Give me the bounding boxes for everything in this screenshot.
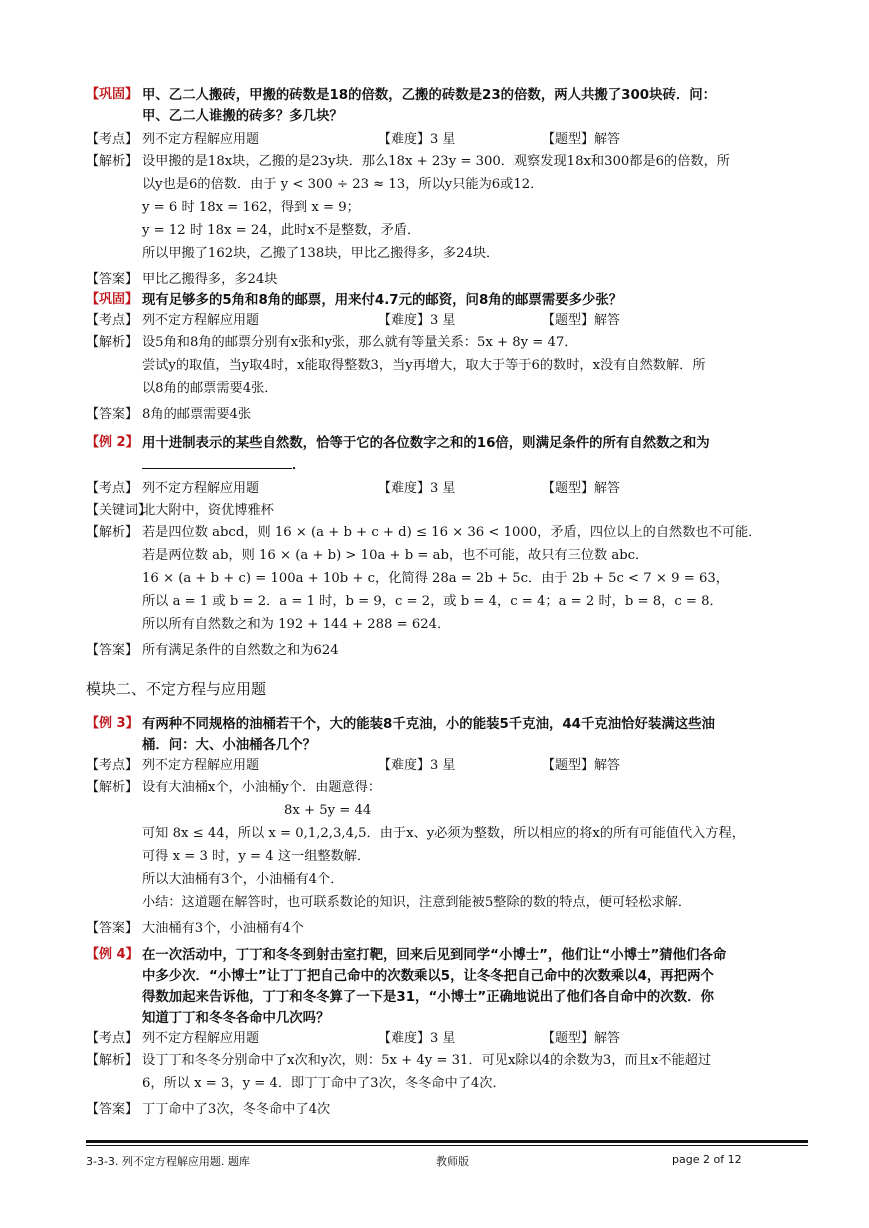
question-tail: ． [292, 458, 306, 473]
answer-tag: 【答案】 [86, 1102, 139, 1117]
topic-tag: 【考点】 [86, 313, 139, 328]
analysis-line: 尝试y的取值，当y取4时，x能取得整数3，当y再增大，取大于等于6的数时，x没有自然数解．所 [142, 358, 706, 373]
keyword-text: 北大附中，资优博雅杯 [142, 503, 274, 518]
example-tag: 【例 3】 [86, 716, 139, 731]
footer-divider-thick [86, 1140, 808, 1143]
question-line-blank [142, 454, 811, 476]
example-block-3 [86, 711, 811, 938]
analysis-line: 设5角和8角的邮票分别有x张和y张，那么就有等量关系：5x + 8y = 47． [142, 335, 578, 350]
question-type: 【题型】解答 [542, 313, 621, 328]
answer-text: 丁丁命中了3次，冬冬命中了4次 [142, 1102, 331, 1117]
equation-line: 8x + 5y = 44 [284, 803, 372, 818]
analysis-line: 16 × (a + b + c) = 100a + 10b + c，化简得 28a = 2b + 5c．由于 2b + 5c < 7 × 9 = 63， [142, 571, 729, 586]
example-tag: 【例 4】 [86, 947, 139, 962]
footer-doc-title: 3-3-3. 列不定方程解应用题. 题库 [86, 1155, 250, 1168]
difficulty: 【难度】3 星 [378, 1031, 456, 1046]
analysis-tag: 【解析】 [86, 154, 139, 169]
answer-text: 所有满足条件的自然数之和为624 [142, 643, 339, 658]
consolidate-tag: 【巩固】 [86, 292, 139, 307]
topic-value: 列不定方程解应用题 [142, 132, 260, 147]
topic-value: 列不定方程解应用题 [142, 1031, 260, 1046]
analysis-tag: 【解析】 [86, 1053, 139, 1068]
question-text: 现有足够多的5角和8角的邮票，用来付4.7元的邮资，问8角的邮票需要多少张？ [142, 293, 623, 308]
answer-text: 甲比乙搬得多，多24块 [142, 272, 278, 287]
answer-text: 大油桶有3个，小油桶有4个 [142, 921, 304, 936]
analysis-body [142, 1051, 811, 1097]
analysis-line: 设有大油桶x个，小油桶y个．由题意得： [142, 780, 382, 795]
consolidate-tag: 【巩固】 [86, 87, 139, 102]
analysis-line: 以y也是6的倍数．由于 y < 300 ÷ 23 ≈ 13，所以y只能为6或12． [142, 177, 544, 192]
analysis-line: 设甲搬的是18x块，乙搬的是23y块．那么18x + 23y = 300．观察发现18x和300都是6的倍数，所 [142, 154, 730, 169]
meta-row [142, 1029, 811, 1048]
question-line: 用十进制表示的某些自然数，恰等于它的各位数字之和的16倍，则满足条件的所有自然数之和为 [142, 436, 710, 451]
question-line: 得数加起来告诉他，丁丁和冬冬算了一下是31，“小博士”正确地说出了他们各自命中的次数．你 [142, 990, 714, 1005]
topic-value: 列不定方程解应用题 [142, 313, 260, 328]
analysis-line: 6，所以 x = 3，y = 4．即丁丁命中了3次，冬冬命中了4次． [142, 1076, 506, 1091]
answer-tag: 【答案】 [86, 921, 139, 936]
analysis-line: 所以 a = 1 或 b = 2．a = 1 时，b = 9，c = 2，或 b = 4，c = 4；a = 2 时，b = 8，c = 8． [142, 594, 723, 609]
question-line: 甲、乙二人谁搬的砖多？多几块？ [142, 109, 343, 124]
meta-row [142, 130, 811, 149]
footer-divider-thin [86, 1145, 808, 1146]
analysis-line: 以8角的邮票需要4张． [142, 381, 278, 396]
question-type: 【题型】解答 [542, 481, 621, 496]
question-text [142, 85, 811, 127]
topic-tag: 【考点】 [86, 481, 139, 496]
example-tag: 【例 2】 [86, 435, 139, 450]
analysis-line: y = 12 时 18x = 24，此时x不是整数，矛盾． [142, 223, 421, 238]
difficulty: 【难度】3 星 [378, 481, 456, 496]
fill-blank [142, 454, 292, 469]
answer-tag: 【答案】 [86, 272, 139, 287]
analysis-line: 若是四位数 abcd，则 16 × (a + b + c + d) ≤ 16 × 36 < 1000，矛盾，四位以上的自然数也不可能． [142, 525, 762, 540]
answer-tag: 【答案】 [86, 407, 139, 422]
difficulty: 【难度】3 星 [378, 313, 456, 328]
footer-page-number: page 2 of 12 [672, 1153, 742, 1166]
question-line: 中多少次．“小博士”让丁丁把自己命中的次数乘以5，让冬冬把自己命中的次数乘以4，再把两个 [142, 969, 714, 984]
question-line: 桶．问：大、小油桶各几个？ [142, 738, 317, 753]
example-block-2 [86, 430, 811, 660]
meta-row [142, 311, 811, 330]
analysis-tag: 【解析】 [86, 780, 139, 795]
analysis-body [142, 523, 811, 638]
analysis-line: 所以所有自然数之和为 192 + 144 + 288 = 624． [142, 617, 451, 632]
answer-tag: 【答案】 [86, 643, 139, 658]
question-line: 甲、乙二人搬砖，甲搬的砖数是18的倍数，乙搬的砖数是23的倍数，两人共搬了300块砖．问： [142, 88, 717, 103]
question-line: 在一次活动中，丁丁和冬冬到射击室打靶，回来后见到同学“小博士”，他们让“小博士”猜他们各命 [142, 948, 727, 963]
meta-row [142, 479, 811, 498]
question-line: 知道丁丁和冬冬各命中几次吗？ [142, 1011, 330, 1026]
analysis-tag: 【解析】 [86, 335, 139, 350]
analysis-line: 可知 8x ≤ 44，所以 x = 0,1,2,3,4,5．由于x、y必须为整数，所以相应的将x的所有可能值代入方程， [142, 826, 745, 841]
question-text [142, 714, 811, 756]
topic-value: 列不定方程解应用题 [142, 481, 260, 496]
analysis-body [142, 152, 811, 267]
question-text [142, 433, 811, 476]
analysis-line: 设丁丁和冬冬分别命中了x次和y次，则：5x + 4y = 31．可见x除以4的余数为3，而且x不能超过 [142, 1053, 712, 1068]
topic-tag: 【考点】 [86, 1031, 139, 1046]
module-heading: 模块二、不定方程与应用题 [86, 680, 267, 698]
topic-tag: 【考点】 [86, 132, 139, 147]
analysis-line: 可得 x = 3 时，y = 4 这一组整数解． [142, 849, 371, 864]
exercise-block-consolidate-2 [86, 287, 811, 424]
analysis-line: 所以甲搬了162块，乙搬了138块，甲比乙搬得多，多24块． [142, 246, 500, 261]
analysis-line: 所以大油桶有3个，小油桶有4个． [142, 872, 344, 887]
question-type: 【题型】解答 [542, 1031, 621, 1046]
analysis-line: 若是两位数 ab，则 16 × (a + b) > 10a + b = ab，也不可能，故只有三位数 abc． [142, 548, 649, 563]
exercise-block-consolidate-1 [86, 82, 811, 289]
analysis-line: y = 6 时 18x = 162，得到 x = 9； [142, 200, 360, 215]
keyword-tag: 【关键词】 [86, 503, 152, 518]
answer-text: 8角的邮票需要4张 [142, 407, 252, 422]
question-type: 【题型】解答 [542, 132, 621, 147]
meta-row [142, 756, 811, 775]
analysis-body [142, 333, 811, 402]
question-line: 有两种不同规格的油桶若干个，大的能装8千克油，小的能装5千克油，44千克油恰好装满这些油 [142, 717, 715, 732]
question-type: 【题型】解答 [542, 758, 621, 773]
analysis-body [142, 778, 811, 916]
footer-edition: 教师版 [436, 1155, 469, 1168]
example-block-4 [86, 942, 811, 1119]
difficulty: 【难度】3 星 [378, 132, 456, 147]
question-text [142, 945, 811, 1029]
topic-tag: 【考点】 [86, 758, 139, 773]
analysis-line: 小结：这道题在解答时，也可联系数论的知识，注意到能被5整除的数的特点，便可轻松求解． [142, 895, 692, 910]
difficulty: 【难度】3 星 [378, 758, 456, 773]
analysis-tag: 【解析】 [86, 525, 139, 540]
topic-value: 列不定方程解应用题 [142, 758, 260, 773]
